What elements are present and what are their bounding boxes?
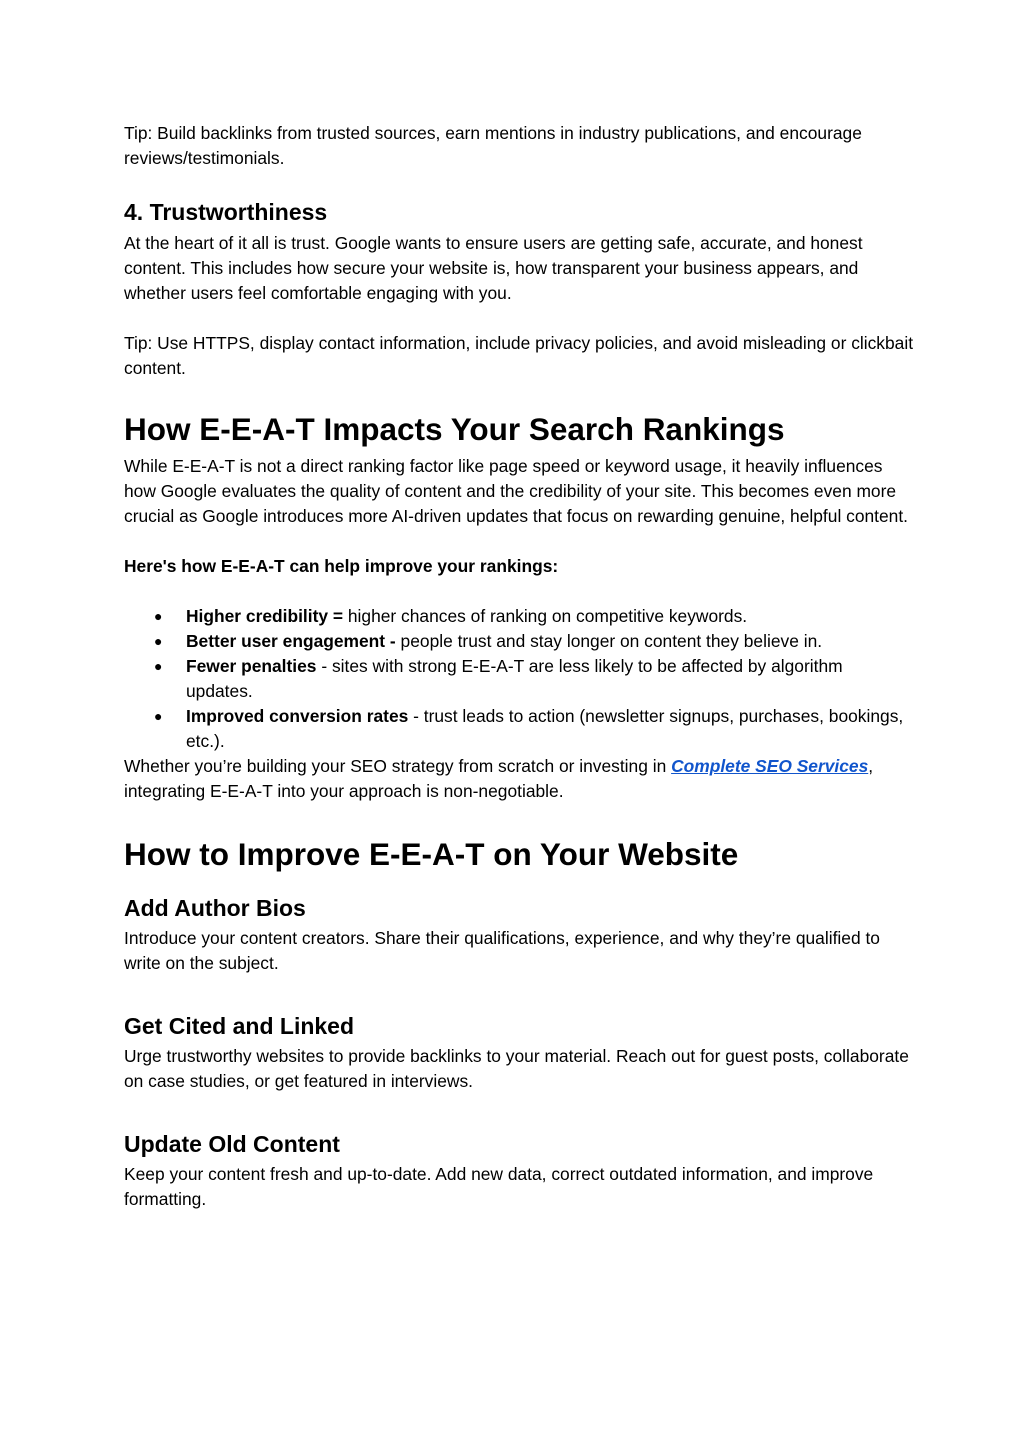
complete-seo-services-link[interactable]: Complete SEO Services bbox=[671, 756, 869, 776]
cited-linked-heading: Get Cited and Linked bbox=[124, 1013, 355, 1039]
update-content-heading: Update Old Content bbox=[124, 1131, 340, 1157]
impacts-closing bbox=[124, 754, 914, 804]
closing-text-before: Whether you’re building your SEO strategy from scratch or investing in bbox=[124, 756, 672, 776]
impacts-lead: Here's how E-E-A-T can help improve your rankings: bbox=[124, 556, 559, 576]
list-item bbox=[124, 654, 914, 704]
author-bios-body: Introduce your content creators. Share their qualifications, experience, and why they’re qualified to write on the subject. bbox=[124, 928, 880, 973]
closing-text-after: , integrating E-E-A-T into your approach is non-negotiable. bbox=[124, 756, 874, 801]
bullet-dot-icon: ● bbox=[154, 608, 163, 624]
impacts-heading: How E-E-A-T Impacts Your Search Rankings bbox=[124, 411, 785, 447]
bullet-bold-text: Better user engagement - bbox=[186, 631, 396, 651]
list-item bbox=[124, 629, 914, 654]
bullet-text: - trust leads to action (newsletter signups, purchases, bookings, etc.). bbox=[186, 706, 904, 751]
bullet-text: higher chances of ranking on competitive keywords. bbox=[343, 606, 748, 626]
list-item bbox=[124, 604, 914, 629]
list-item bbox=[124, 704, 914, 754]
trustworthiness-heading: 4. Trustworthiness bbox=[124, 199, 328, 225]
improve-heading: How to Improve E-E-A-T on Your Website bbox=[124, 836, 739, 872]
trustworthiness-body: At the heart of it all is trust. Google wants to ensure users are getting safe, accurate, and honest content. This includes how secure your website is, how transparent your business appears, and whether users feel comfortable engaging with you. bbox=[124, 233, 863, 303]
bullet-bold-text: Improved conversion rates bbox=[186, 706, 409, 726]
bullet-bold-text: Fewer penalties bbox=[186, 656, 317, 676]
update-content-body: Keep your content fresh and up-to-date. Add new data, correct outdated information, and improve formatting. bbox=[124, 1164, 874, 1209]
author-bios-heading: Add Author Bios bbox=[124, 895, 306, 921]
impacts-bullet-list bbox=[124, 604, 914, 754]
bullet-dot-icon: ● bbox=[154, 708, 163, 724]
intro-tip: Tip: Build backlinks from trusted sources, earn mentions in industry publications, and encourage reviews/testimonials. bbox=[124, 123, 862, 168]
bullet-text: people trust and stay longer on content they believe in. bbox=[395, 631, 823, 651]
bullet-dot-icon: ● bbox=[154, 658, 163, 674]
bullet-bold-text: Higher credibility = bbox=[186, 606, 344, 626]
document-page bbox=[124, 121, 914, 1212]
impacts-body: While E-E-A-T is not a direct ranking factor like page speed or keyword usage, it heavily influences how Google evaluates the quality of content and the credibility of your site. This becomes even more crucial as Google introduces more AI-driven updates that focus on rewarding genuine, helpful content. bbox=[124, 456, 909, 526]
trustworthiness-tip: Tip: Use HTTPS, display contact information, include privacy policies, and avoid misleading or clickbait content. bbox=[124, 333, 914, 378]
cited-linked-body: Urge trustworthy websites to provide backlinks to your material. Reach out for guest posts, collaborate on case studies, or get featured in interviews. bbox=[124, 1046, 909, 1091]
bullet-text: - sites with strong E-E-A-T are less likely to be affected by algorithm updates. bbox=[186, 656, 843, 701]
bullet-dot-icon: ● bbox=[154, 633, 163, 649]
